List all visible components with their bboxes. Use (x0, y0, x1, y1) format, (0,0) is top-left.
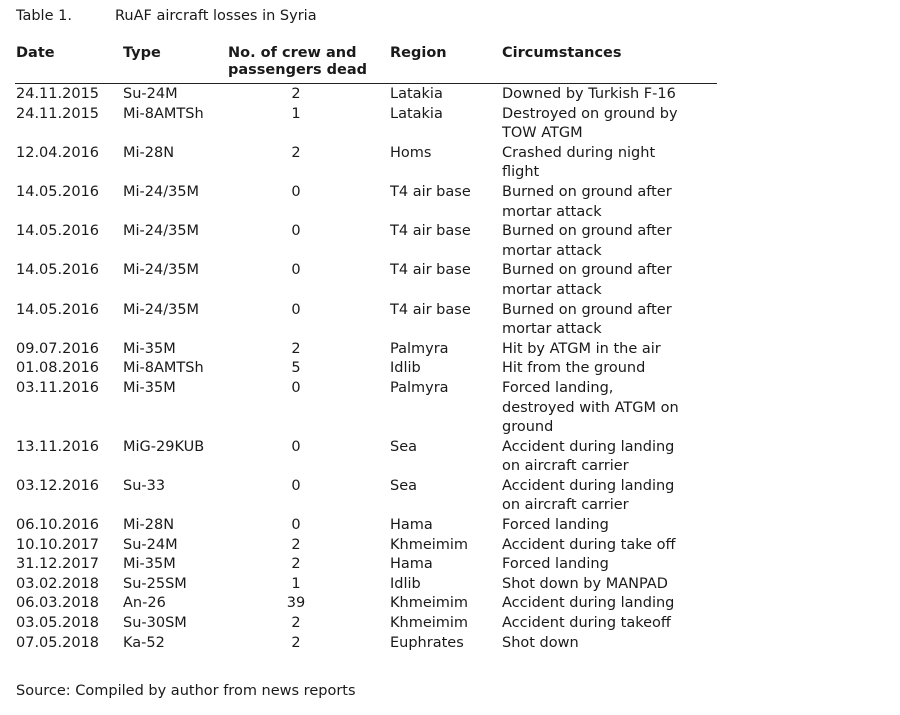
circumstances-line: Accident during landing (502, 595, 675, 612)
cell-date: 03.05.2018 (16, 615, 100, 632)
cell-date: 14.05.2016 (16, 183, 100, 200)
cell-region: Euphrates (390, 634, 464, 651)
cell-date: 14.05.2016 (16, 301, 100, 318)
table-row (0, 301, 900, 340)
cell-date: 06.10.2016 (16, 517, 100, 534)
circumstances-line: mortar attack (502, 242, 602, 259)
cell-region: Homs (390, 144, 432, 161)
cell-date: 03.02.2018 (16, 575, 100, 592)
cell-date: 10.10.2017 (16, 536, 100, 553)
cell-circumstances (502, 555, 707, 575)
cell-region: Khmeimim (390, 615, 469, 632)
cell-date: 03.12.2016 (16, 477, 100, 494)
table-number: Table 1. (16, 8, 72, 24)
table-row (0, 359, 900, 379)
cell-type: Mi-28N (123, 144, 175, 161)
table-row (0, 183, 900, 222)
table-row (0, 222, 900, 261)
cell-region: Sea (390, 477, 418, 494)
cell-crew-dead: 1 (291, 575, 301, 592)
circumstances-line: on aircraft carrier (502, 497, 629, 514)
cell-type: An-26 (123, 595, 166, 612)
circumstances-line: Accident during landing (502, 477, 675, 494)
circumstances-line: flight (502, 164, 540, 181)
cell-region: Khmeimim (390, 536, 469, 553)
cell-circumstances (502, 594, 707, 614)
table-row (0, 594, 900, 614)
circumstances-line: on aircraft carrier (502, 458, 629, 475)
cell-date: 14.05.2016 (16, 262, 100, 279)
cell-crew-dead: 2 (291, 556, 301, 573)
circumstances-line: Shot down (502, 634, 579, 651)
cell-date: 09.07.2016 (16, 340, 100, 357)
cell-crew-dead: 0 (291, 477, 301, 494)
circumstances-line: Accident during takeoff (502, 615, 671, 632)
cell-crew-dead: 0 (291, 223, 301, 240)
cell-circumstances (502, 222, 707, 261)
circumstances-line: mortar attack (502, 203, 602, 220)
cell-region: Idlib (390, 360, 421, 377)
cell-crew-dead: 2 (291, 536, 301, 553)
cell-circumstances (502, 340, 707, 360)
cell-type: Mi-35M (123, 340, 176, 357)
table-row (0, 477, 900, 516)
cell-crew-dead: 2 (291, 144, 301, 161)
cell-crew-dead: 2 (291, 86, 301, 102)
cell-region: Idlib (390, 575, 421, 592)
cell-date: 31.12.2017 (16, 556, 100, 573)
cell-date: 24.11.2015 (16, 86, 100, 102)
cell-circumstances (502, 516, 707, 536)
cell-region: Hama (390, 517, 433, 534)
table-row (0, 438, 900, 477)
table-body (0, 85, 900, 653)
table-row (0, 555, 900, 575)
circumstances-line: destroyed with ATGM on (502, 399, 679, 416)
circumstances-line: Accident during landing (502, 438, 675, 455)
header-crew-dead (228, 45, 367, 79)
cell-region: T4 air base (390, 223, 471, 240)
header-crew-dead-line2: passengers dead (228, 62, 368, 78)
cell-date: 12.04.2016 (16, 144, 100, 161)
cell-circumstances (502, 477, 707, 516)
cell-type: MiG-29KUB (123, 438, 205, 455)
cell-date: 07.05.2018 (16, 634, 100, 651)
cell-circumstances (502, 183, 707, 222)
cell-circumstances (502, 301, 707, 340)
cell-region: Khmeimim (390, 595, 469, 612)
cell-type: Su-30SM (123, 615, 187, 632)
cell-crew-dead: 2 (291, 615, 301, 632)
circumstances-line: Downed by Turkish F-16 (502, 86, 676, 102)
table-row (0, 516, 900, 536)
circumstances-line: Forced landing (502, 517, 609, 534)
cell-circumstances (502, 359, 707, 379)
cell-circumstances (502, 536, 707, 556)
table-row (0, 340, 900, 360)
cell-date: 03.11.2016 (16, 379, 100, 396)
cell-type: Ka-52 (123, 634, 165, 651)
table-row (0, 536, 900, 556)
table-row (0, 575, 900, 595)
cell-crew-dead: 5 (291, 360, 301, 377)
header-type: Type (123, 45, 161, 61)
cell-circumstances (502, 614, 707, 634)
cell-crew-dead: 0 (291, 517, 301, 534)
cell-crew-dead: 2 (291, 340, 301, 357)
cell-type: Su-25SM (123, 575, 187, 592)
cell-type: Mi-8AMTSh (123, 105, 204, 122)
table-caption (16, 8, 317, 24)
circumstances-line: Burned on ground after (502, 301, 672, 318)
source-note: Source: Compiled by author from news reports (16, 683, 356, 699)
circumstances-line: Burned on ground after (502, 262, 672, 279)
table-row (0, 614, 900, 634)
header-date: Date (16, 45, 55, 61)
cell-crew-dead: 0 (291, 183, 301, 200)
cell-region: Palmyra (390, 379, 449, 396)
circumstances-line: Shot down by MANPAD (502, 575, 668, 592)
cell-circumstances (502, 105, 707, 144)
cell-type: Mi-24/35M (123, 301, 200, 318)
cell-date: 13.11.2016 (16, 438, 100, 455)
cell-circumstances (502, 85, 707, 105)
cell-region: T4 air base (390, 183, 471, 200)
cell-crew-dead: 2 (291, 634, 301, 651)
cell-type: Mi-35M (123, 556, 176, 573)
cell-type: Su-33 (123, 477, 166, 494)
circumstances-line: Forced landing (502, 556, 609, 573)
cell-region: T4 air base (390, 262, 471, 279)
circumstances-line: TOW ATGM (502, 125, 583, 142)
circumstances-line: Accident during take off (502, 536, 676, 553)
cell-region: Hama (390, 556, 433, 573)
circumstances-line: Crashed during night (502, 144, 656, 161)
cell-crew-dead: 1 (291, 105, 301, 122)
cell-type: Mi-35M (123, 379, 176, 396)
cell-crew-dead: 0 (291, 379, 301, 396)
cell-type: Mi-24/35M (123, 223, 200, 240)
table-row (0, 105, 900, 144)
cell-circumstances (502, 438, 707, 477)
cell-region: Sea (390, 438, 418, 455)
cell-type: Mi-24/35M (123, 262, 200, 279)
cell-circumstances (502, 144, 707, 183)
circumstances-line: mortar attack (502, 321, 602, 338)
cell-region: T4 air base (390, 301, 471, 318)
cell-region: Palmyra (390, 340, 449, 357)
cell-crew-dead: 0 (291, 438, 301, 455)
cell-region: Latakia (390, 86, 443, 102)
header-region: Region (390, 45, 447, 61)
header-crew-dead-line1: No. of crew and (228, 45, 357, 61)
cell-crew-dead: 39 (286, 595, 306, 612)
circumstances-line: Destroyed on ground by (502, 105, 678, 122)
cell-circumstances (502, 379, 707, 438)
table-row (0, 85, 900, 105)
cell-circumstances (502, 634, 707, 654)
table-title: RuAF aircraft losses in Syria (115, 8, 317, 24)
table-row (0, 261, 900, 300)
table-row (0, 144, 900, 183)
header-rule (15, 83, 717, 84)
cell-date: 14.05.2016 (16, 223, 100, 240)
cell-date: 01.08.2016 (16, 360, 100, 377)
circumstances-line: Burned on ground after (502, 183, 672, 200)
circumstances-line: Forced landing, (502, 379, 614, 396)
cell-circumstances (502, 575, 707, 595)
cell-type: Mi-28N (123, 517, 175, 534)
cell-crew-dead: 0 (291, 301, 301, 318)
cell-type: Mi-24/35M (123, 183, 200, 200)
cell-date: 24.11.2015 (16, 105, 100, 122)
cell-type: Su-24M (123, 86, 178, 102)
cell-circumstances (502, 261, 707, 300)
table-row (0, 634, 900, 654)
circumstances-line: Hit by ATGM in the air (502, 340, 661, 357)
circumstances-line: ground (502, 419, 554, 436)
header-circumstances: Circumstances (502, 45, 622, 61)
cell-region: Latakia (390, 105, 443, 122)
circumstances-line: Hit from the ground (502, 360, 646, 377)
cell-type: Su-24M (123, 536, 178, 553)
circumstances-line: Burned on ground after (502, 223, 672, 240)
cell-type: Mi-8AMTSh (123, 360, 204, 377)
circumstances-line: mortar attack (502, 281, 602, 298)
cell-date: 06.03.2018 (16, 595, 100, 612)
table-row (0, 379, 900, 438)
cell-crew-dead: 0 (291, 262, 301, 279)
